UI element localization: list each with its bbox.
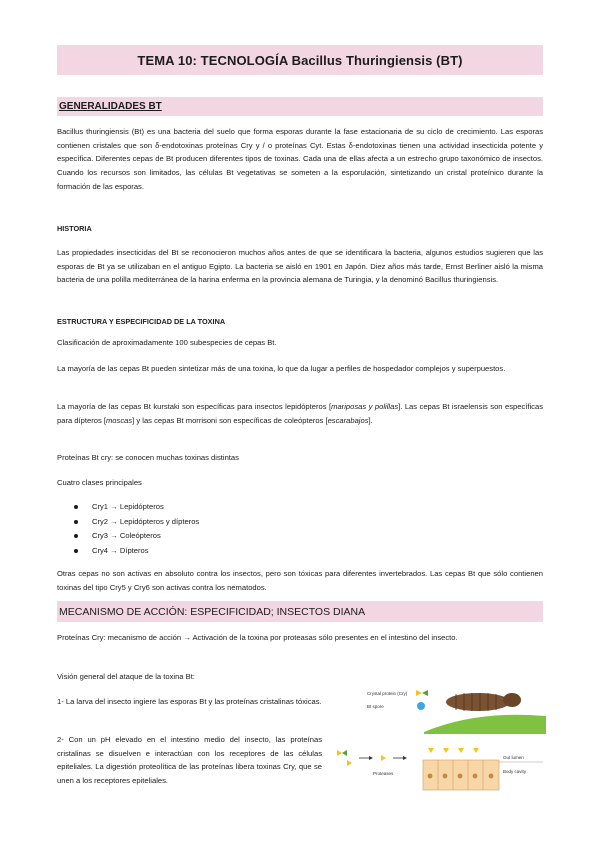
paragraph-vision-general: Visión general del ataque de la toxina Bt: bbox=[57, 672, 195, 681]
larva-ingestion-figure bbox=[366, 686, 546, 734]
paragraph-clases: Cuatro clases principales bbox=[57, 478, 142, 487]
subheading-historia: HISTORIA bbox=[57, 224, 92, 233]
text-span: ]. Las cepas Bt israelensis son específicas para dípteros [ bbox=[57, 402, 543, 425]
crystal-protein-icon bbox=[416, 690, 422, 696]
section-header-generalidades bbox=[57, 97, 543, 116]
crystal-protein-icon bbox=[337, 750, 342, 756]
paragraph-mecanismo: Proteínas Cry: mecanismo de acción → Activación de la toxina por proteasas sólo presentes en el intestino del insecto. bbox=[57, 633, 458, 642]
cry-classes-list bbox=[74, 500, 199, 558]
text-span-italic: escarabajos bbox=[327, 415, 369, 425]
subheading-estructura: ESTRUCTURA Y ESPECIFICIDAD DE LA TOXINA bbox=[57, 317, 226, 326]
bound-toxins bbox=[428, 748, 479, 753]
bt-spore-icon bbox=[417, 702, 425, 710]
figure-label-protease: Proteases bbox=[373, 771, 394, 776]
figure-label-crystal: Crystal protein (Cry) bbox=[367, 691, 408, 696]
list-item bbox=[74, 529, 199, 544]
title-bar bbox=[57, 45, 543, 75]
figure-label-gut: Gut lumen bbox=[503, 755, 524, 760]
list-item bbox=[74, 500, 199, 515]
section-header-mecanismo bbox=[57, 601, 543, 622]
text-span-italic: mariposas y polillas bbox=[331, 402, 399, 411]
bullet-icon bbox=[74, 549, 78, 553]
list-item-label: Cry1 → Lepidópteros bbox=[92, 502, 164, 511]
crystal-protein-icon bbox=[422, 690, 428, 696]
page-title: TEMA 10: TECNOLOGÍA Bacillus Thuringiensis (BT) bbox=[137, 52, 463, 68]
larva-head-icon bbox=[503, 693, 521, 707]
arrow-head-icon bbox=[369, 756, 373, 760]
paragraph-otras-cepas: Otras cepas no son activas en absoluto contra los insectos, pero son tóxicas para diferentes invertebrados. Las cepas Bt que sólo contienen toxinas del tipo Cry5 y Cry6 son activas contra los nematodos. bbox=[57, 569, 543, 592]
paragraph-generalidades: Bacillus thuringiensis (Bt) es una bacteria del suelo que forma esporas durante la fase estacionaria de su ciclo de crecimiento. Las esporas contienen cristales que son δ-endotoxinas proteínas Cry y / o proteínas Cyt. Estas δ-endotoxinas tienen una actividad insecticida potente y específica. Diferentes cepas de Bt producen diferentes tipos de toxinas. Cada una de ellas afecta a un estrecho grupo taxonómico de insectos. Cuando los recursos son limitados, las células Bt vegetativas se someten a la esporulación, sintetizando un cristal proteínico durante la formación de las esporas. bbox=[57, 127, 543, 191]
list-item bbox=[74, 515, 199, 530]
activated-toxin-icon bbox=[381, 755, 386, 761]
arrow-head-icon bbox=[403, 756, 407, 760]
bullet-icon bbox=[74, 520, 78, 524]
text-span: ] y las cepas Bt morrisoni son específicas de coleópteros [ bbox=[132, 415, 328, 425]
figure-label-bt: Bt spore bbox=[367, 704, 384, 709]
bullet-icon bbox=[74, 534, 78, 538]
paragraph-historia: Las propiedades insecticidas del Bt se reconocieron muchos años antes de que se identificara la bacteria, algunos estudios sugieren que las esporas de Bt ya se utilizaban en el antiguo Egipto. La bacteria se aisló en 1901 en Japón. Diez años más tarde, Ernst Berliner aisló la misma bacteria de una polilla mediterránea de la harina enferma en la provincia alemana de Turingia, y la denominó Bacillus thuringiensis. bbox=[57, 248, 543, 285]
text-span: La mayoría de las cepas Bt kurstaki son específicas para insectos lepidópteros [ bbox=[57, 402, 332, 411]
crystal-protein-icon bbox=[347, 760, 352, 766]
paragraph-cepas: La mayoría de las cepas Bt pueden sintetizar más de una toxina, lo que da lugar a perfiles de hospedador complejos y superpuestos. bbox=[57, 364, 506, 373]
gut-mechanism-figure bbox=[333, 738, 545, 812]
paragraph-proteinas: Proteínas Bt cry: se conocen muchas toxinas distintas bbox=[57, 453, 239, 462]
paragraph-clasificacion: Clasificación de aproximadamente 100 subespecies de cepas Bt. bbox=[57, 338, 277, 347]
paragraph-step-1: 1- La larva del insecto ingiere las esporas Bt y las proteínas cristalinas tóxicas. bbox=[57, 697, 322, 706]
paragraph-step-2: 2- Con un pH elevado en el intestino medio del insecto, las proteínas cristalinas se disuelven e interactúan con los receptores de las células epiteliales. La digestión proteolítica de las proteínas libera toxinas Cry, que se unen a los receptores epiteliales. bbox=[57, 735, 322, 786]
paragraph-especificidad bbox=[57, 400, 543, 427]
text-span-italic: moscas bbox=[105, 415, 133, 425]
list-item-label: Cry4 → Dípteros bbox=[92, 545, 149, 555]
list-item-label: Cry3 → Coleópteros bbox=[92, 531, 161, 541]
text-span: ]. bbox=[368, 415, 373, 425]
section-heading: GENERALIDADES BT bbox=[59, 101, 162, 112]
list-item-label: Cry2 → Lepidópteros y dípteros bbox=[92, 516, 200, 526]
leaf-shape bbox=[424, 715, 546, 734]
bullet-icon bbox=[74, 505, 78, 509]
crystal-protein-icon bbox=[342, 750, 347, 756]
section-heading: MECANISMO DE ACCIÓN: ESPECIFICIDAD; INSECTOS DIANA bbox=[59, 605, 366, 618]
figure-label-body: Body cavity bbox=[503, 769, 527, 774]
list-item bbox=[74, 544, 199, 559]
